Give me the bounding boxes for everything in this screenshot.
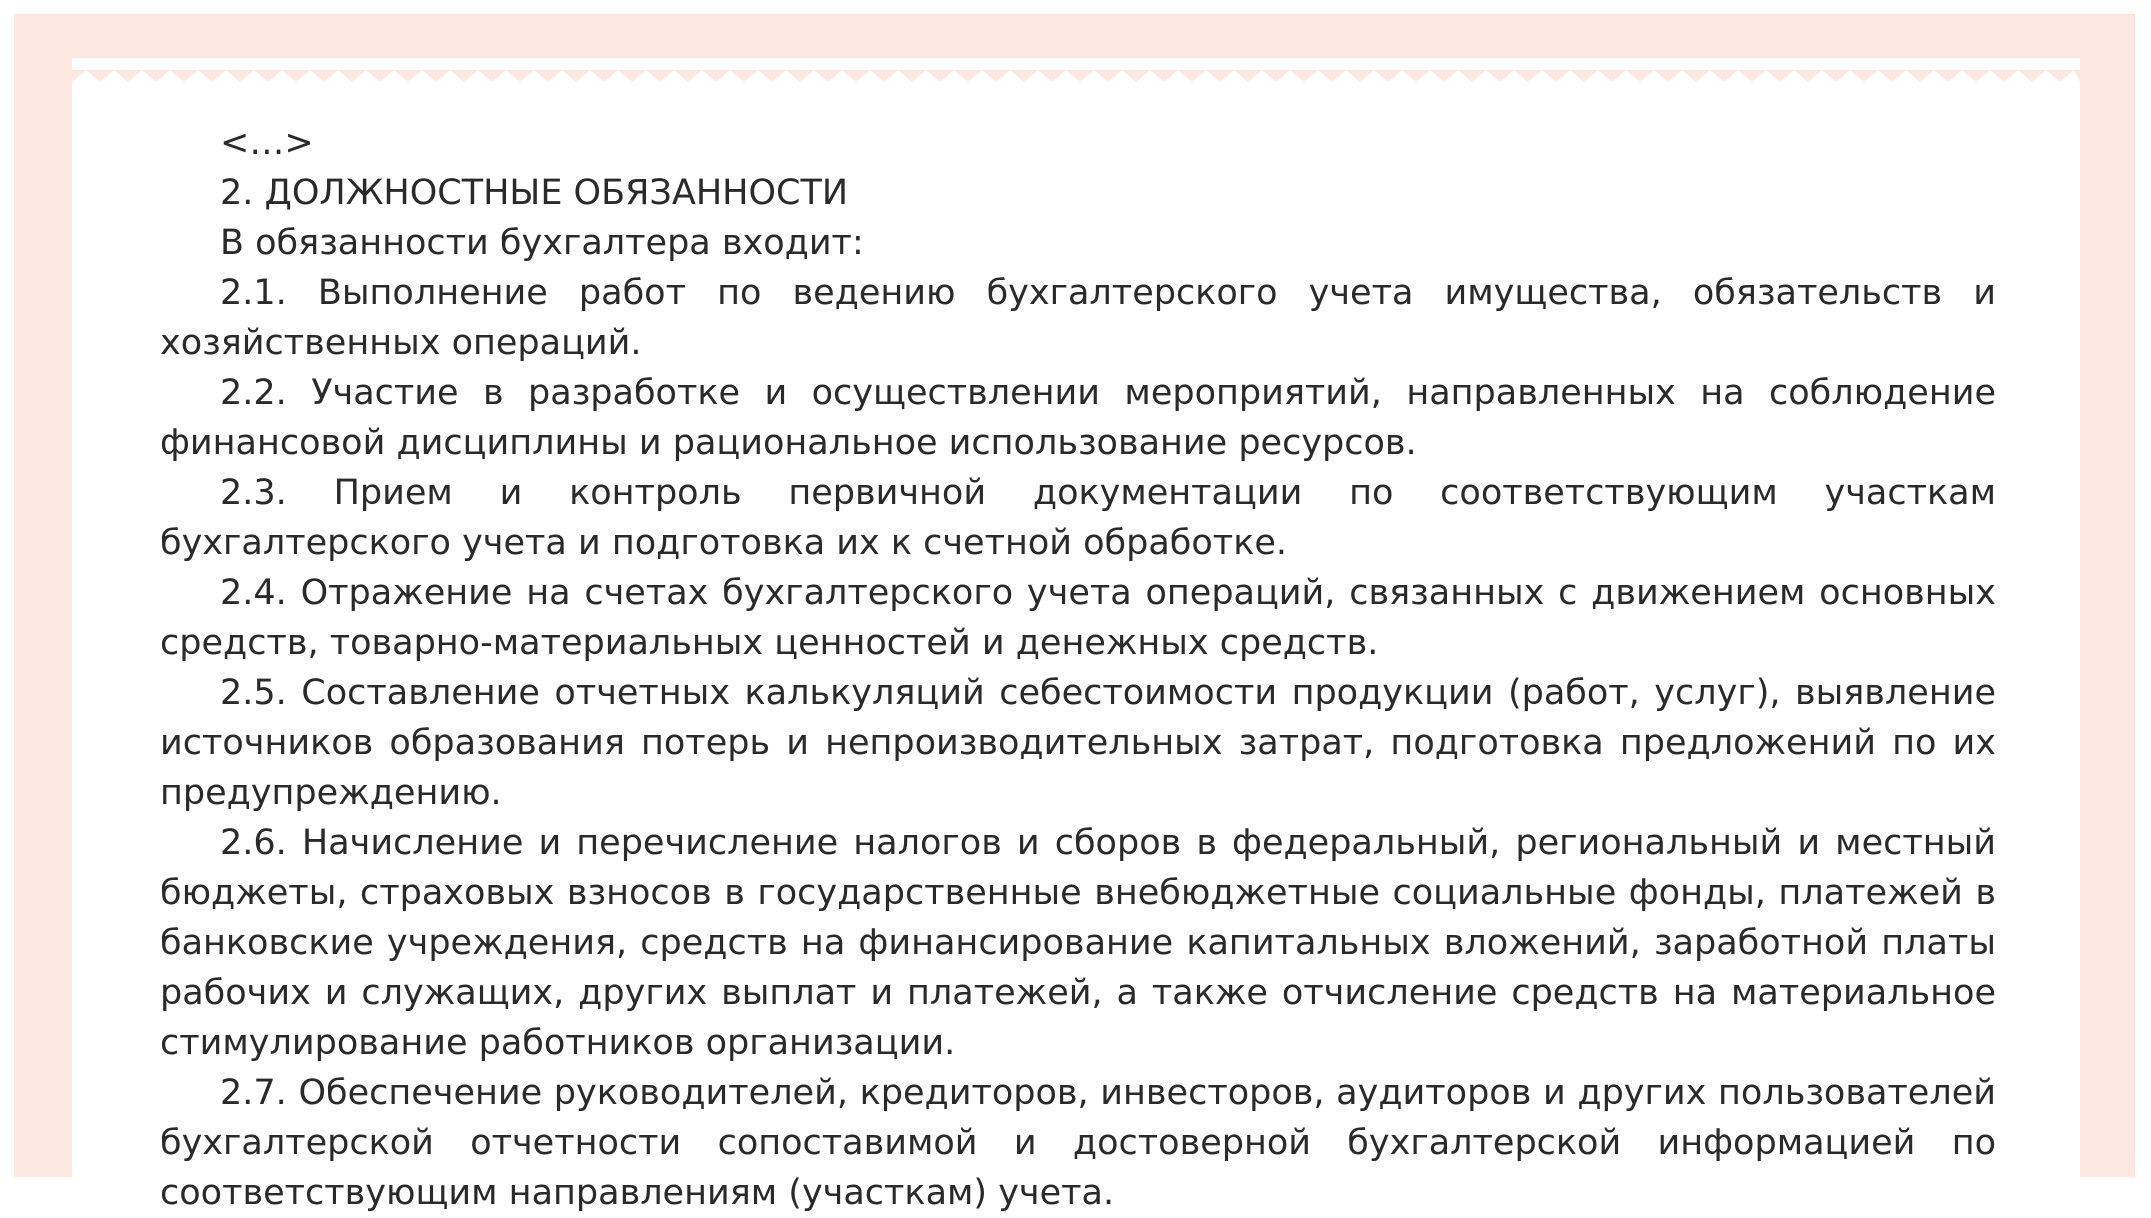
duty-item-2-3: 2.3. Прием и контроль первичной документации по соответствующим участкам бухгалтерского учета и подготовка их к счетной обработке.: [160, 473, 1996, 563]
torn-edge-decoration: [72, 70, 2080, 92]
duty-item-2-1: 2.1. Выполнение работ по ведению бухгалтерского учета имущества, обязательств и хозяйственных операций.: [160, 273, 1996, 363]
duty-item-2-2: 2.2. Участие в разработке и осуществлении мероприятий, направленных на соблюдение финансовой дисциплины и рациональное использование ресурсов.: [160, 373, 1996, 463]
intro-text: В обязанности бухгалтера входит:: [220, 223, 864, 263]
duty-item-2-4: 2.4. Отражение на счетах бухгалтерского учета операций, связанных с движением основных средств, товарно-материальных ценностей и денежных средств.: [160, 573, 1996, 663]
document-body: [160, 118, 1996, 1218]
duty-item-2-6: 2.6. Начисление и перечисление налогов и сборов в федеральный, региональный и местный бюджеты, страховых взносов в государственные внебюджетные социальные фонды, платежей в банковские учреждения, средств на финансирование капитальных вложений, заработной платы рабочих и служащих, других выплат и платежей, а также отчисление средств на материальное стимулирование работников организации.: [160, 823, 1996, 1063]
section-heading: 2. ДОЛЖНОСТНЫЕ ОБЯЗАННОСТИ: [220, 173, 849, 213]
ellipsis-marker: <…>: [220, 123, 314, 163]
duty-item-2-5: 2.5. Составление отчетных калькуляций себестоимости продукции (работ, услуг), выявление источников образования потерь и непроизводительных затрат, подготовка предложений по их предупреждению.: [160, 673, 1996, 813]
duty-item-2-7: 2.7. Обеспечение руководителей, кредиторов, инвесторов, аудиторов и других пользователей бухгалтерской отчетности сопоставимой и достоверной бухгалтерской информацией по соответствующим направлениям (участкам) учета.: [160, 1073, 1996, 1213]
